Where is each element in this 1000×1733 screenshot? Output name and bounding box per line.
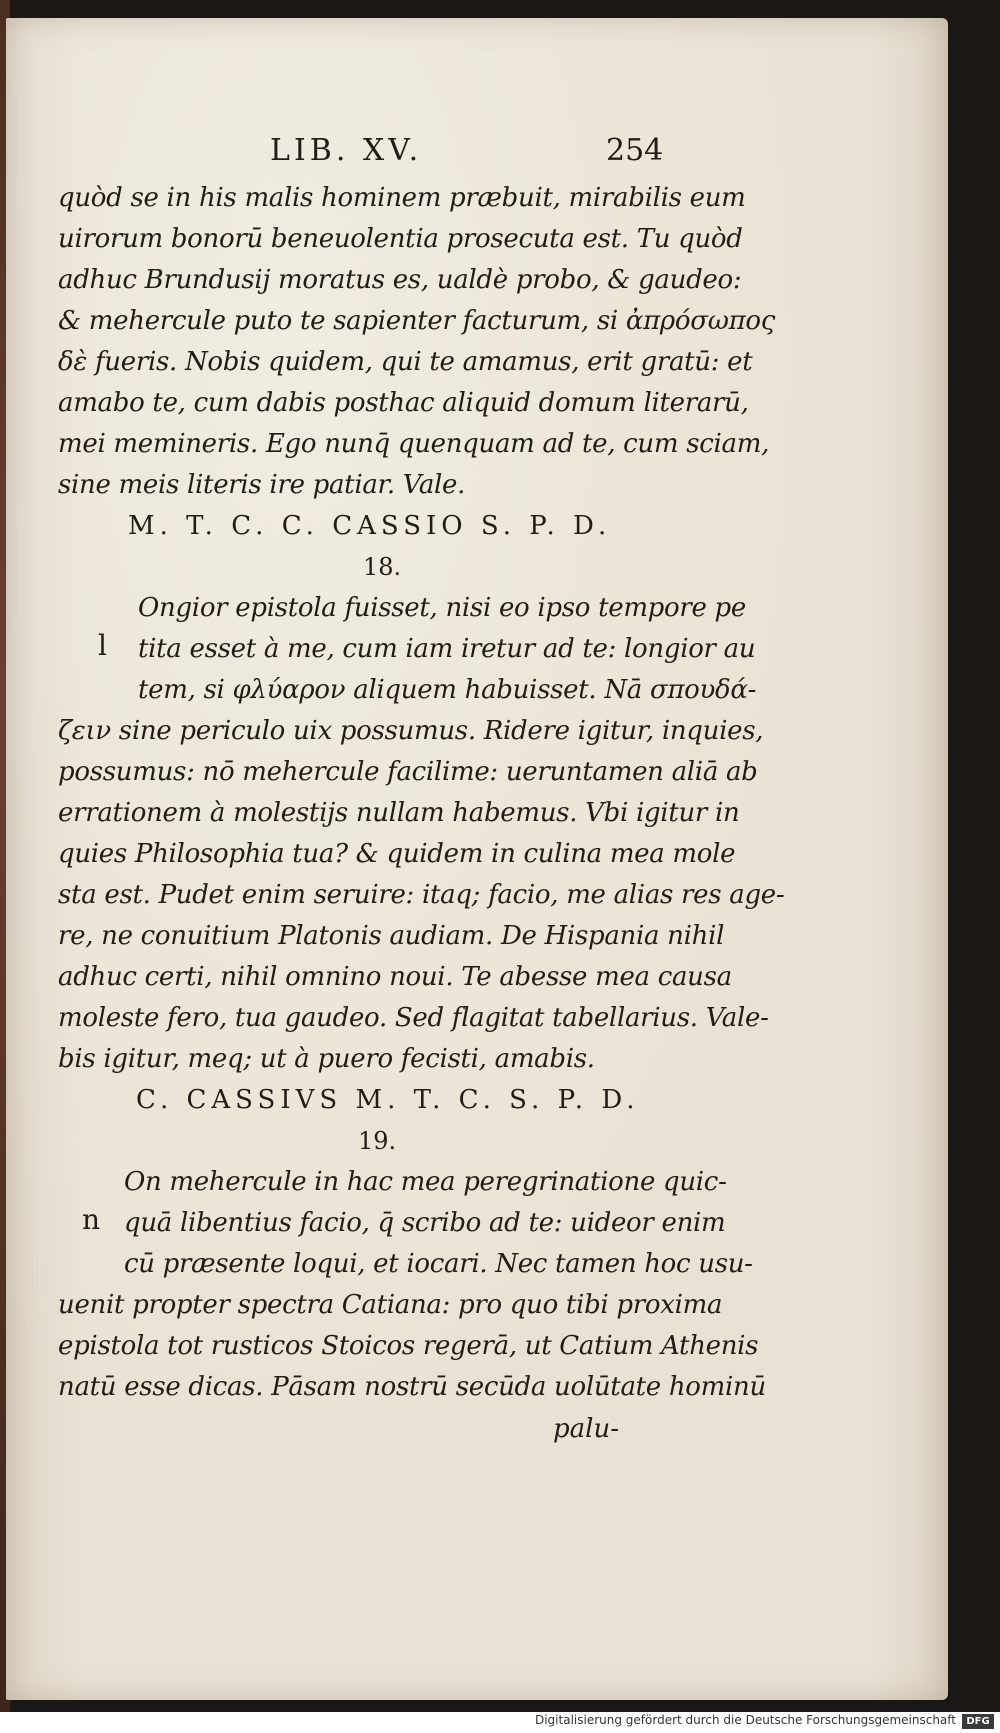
text-line: adhuc Brundusij moratus es, ualdè probo, & gaudeo: [58,265,742,295]
text-line: tita esset à me, cum iam iretur ad te: longior au [138,634,756,664]
text-line: possumus: nō mehercule facilime: ueruntamen aliā ab [58,757,758,787]
book-label: LIB. XV. [270,133,423,168]
text-line: uirorum bonorū beneuolentia prosecuta est. Tu quòd [58,224,743,254]
page-number: 254 [606,133,664,168]
text-line: quòd se in his malis hominem præbuit, mirabilis eum [58,183,746,213]
book-page [6,18,948,1700]
text-line: moleste fero, tua gaudeo. Sed flagitat tabellarius. Vale- [58,1003,769,1033]
text-line: re, ne conuitium Platonis audiam. De Hispania nihil [58,921,725,951]
running-head [58,133,738,177]
dfg-logo: DFG [962,1714,994,1729]
text-line: sine meis literis ire patiar. Vale. [58,470,466,500]
letter-number: 18. [363,553,402,581]
footer-bar [0,1712,1000,1733]
text-line: uenit propter spectra Catiana: pro quo tibi proxima [58,1290,723,1320]
text-line: cū præsente loqui, et iocari. Nec tamen hoc usu- [124,1249,753,1279]
initial-letter: n [82,1203,101,1236]
text-line: tem, si φλύαρον aliquem habuisset. Nā σπουδά- [138,675,757,705]
letter-heading: C. CASSIVS M. T. C. S. P. D. [136,1085,640,1115]
letter-number: 19. [358,1127,397,1155]
text-line: natū esse dicas. Pāsam nostrū secūda uolūtate hominū [58,1372,766,1402]
funding-note: Digitalisierung gefördert durch die Deutsche Forschungsgemeinschaft [534,1713,956,1727]
text-line: sta est. Pudet enim seruire: itaq; facio, me alias res age- [58,880,785,910]
text-line: & mehercule puto te sapienter facturum, si ἀπρόσωπος [58,306,775,336]
text-line: mei memineris. Ego nunq̄ quenquam ad te, cum sciam, [58,429,770,459]
text-line: ζειν sine periculo uix possumus. Ridere igitur, inquies, [58,716,764,746]
text-line: epistola tot rusticos Stoicos regerā, ut Catium Athenis [58,1331,759,1361]
text-line: amabo te, cum dabis posthac aliquid domum literarū, [58,388,749,418]
text-block [58,178,785,1408]
text-line: quā libentius facio, q̄ scribo ad te: uideor enim [124,1208,726,1238]
text-line: bis igitur, meq; ut à puero fecisti, amabis. [58,1044,595,1074]
text-line: Ongior epistola fuisset, nisi eo ipso tempore pe [138,593,746,623]
initial-letter: l [98,629,107,662]
text-line: δὲ fueris. Nobis quidem, qui te amamus, erit gratū: et [58,347,753,377]
text-line: adhuc certi, nihil omnino noui. Te abesse mea causa [58,962,732,992]
letter-heading: M. T. C. C. CASSIO S. P. D. [128,511,612,541]
text-line: quies Philosophia tua? & quidem in culina mea mole [58,839,736,869]
text-line: errationem à molestijs nullam habemus. Vbi igitur in [58,798,740,828]
catchword: palu- [553,1414,619,1444]
text-line: On mehercule in hac mea peregrinatione quic- [124,1167,727,1197]
